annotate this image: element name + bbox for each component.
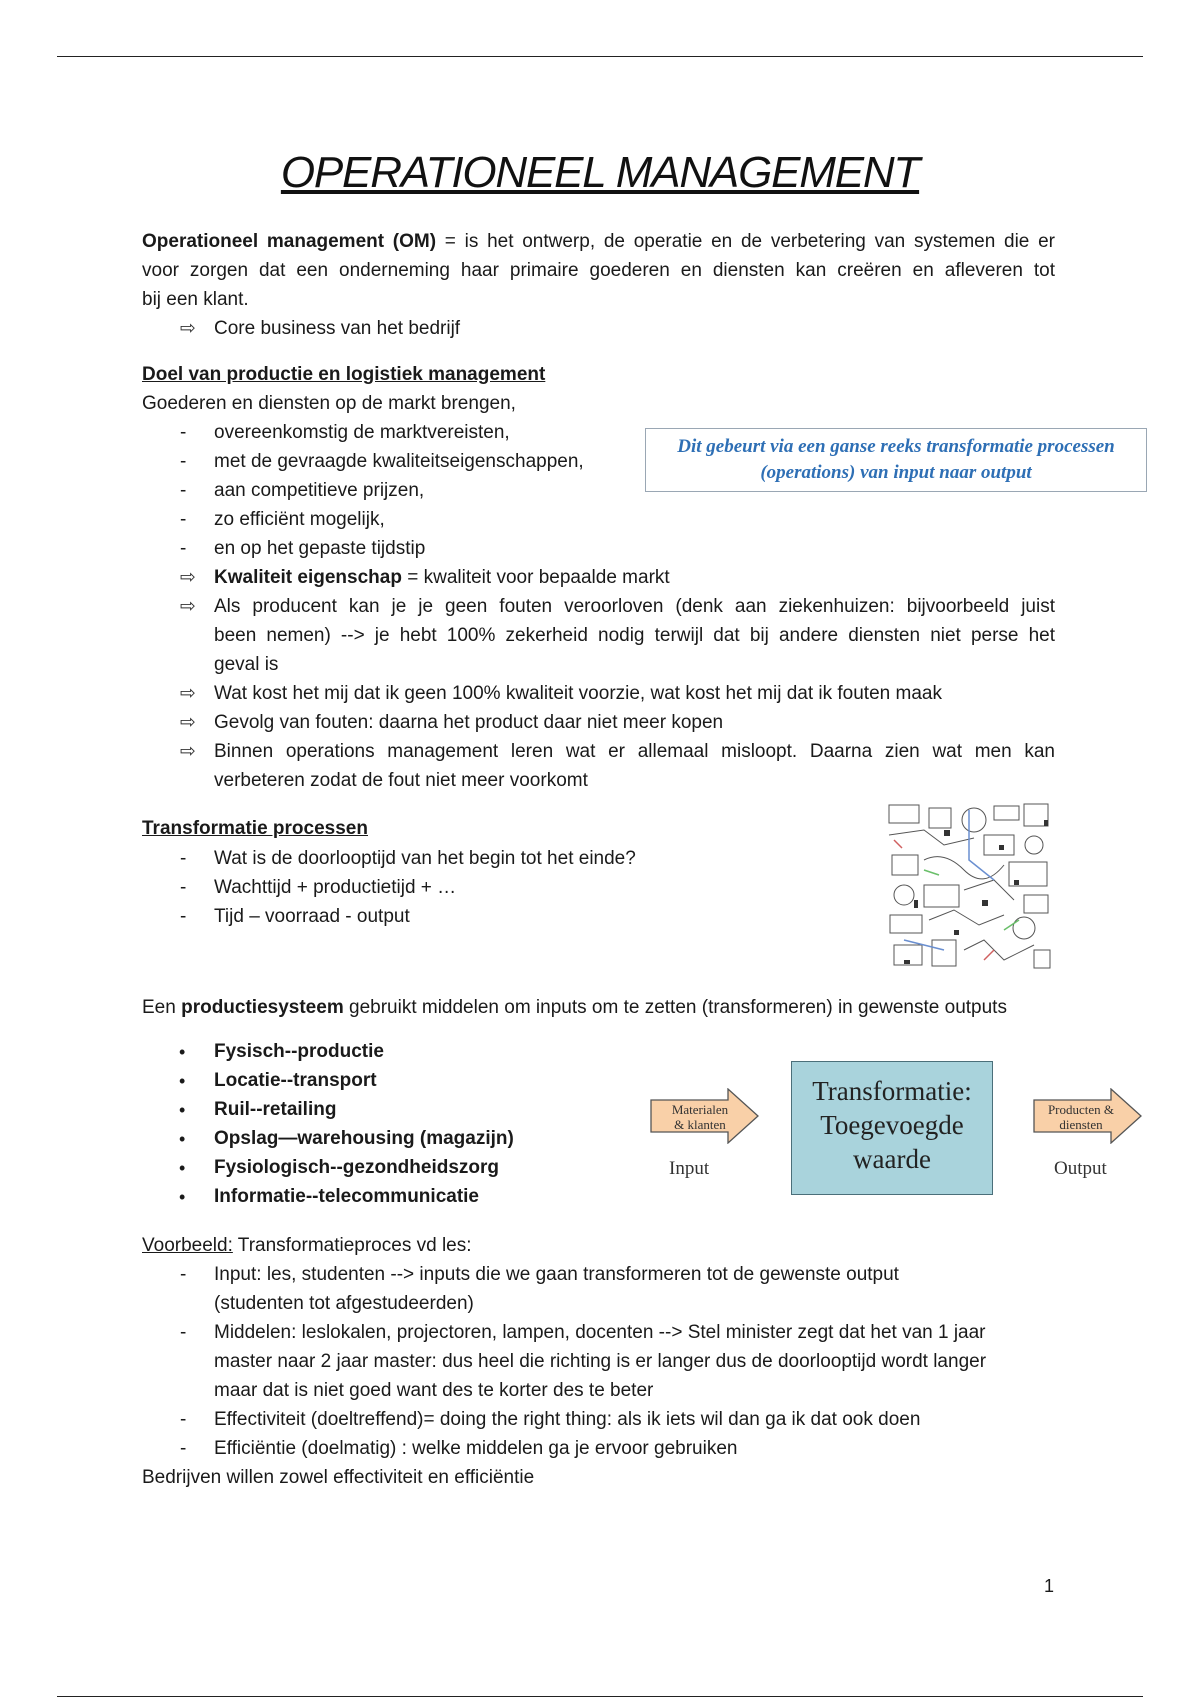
bullet-dot: • (179, 1042, 186, 1062)
arrow-bullet-icon: ⇨ (180, 741, 196, 762)
doel-lead: Goederen en diensten op de markt brengen, (142, 393, 516, 414)
list-item: en op het gepaste tijdstip (214, 538, 426, 559)
arrow-item-5-line-1: Binnen operations management leren wat er allemaal misloopt. Daarna zien wat men kan (214, 741, 1055, 762)
arrow-item-3: Wat kost het mij dat ik geen 100% kwaliteit voorzie, wat kost het mij dat ik fouten maak (214, 683, 942, 704)
voorbeeld-item-4: Efficiëntie (doelmatig) : welke middelen ga je ervoor gebruiken (214, 1438, 738, 1459)
arrow-bullet-icon: ⇨ (180, 683, 196, 704)
list-item: met de gevraagde kwaliteitseigenschappen, (214, 451, 584, 472)
callout-line-2: (operations) van input naar output (760, 462, 1032, 483)
list-item: Fysisch--productie (214, 1041, 384, 1062)
page-title: OPERATIONEEL MANAGEMENT (280, 148, 920, 197)
arrow-item-2-line-1: Als producent kan je je geen fouten veroorloven (denk aan ziekenhuizen: bijvoorbeeld juist (214, 596, 1055, 617)
list-item: Wat is de doorlooptijd van het begin tot het einde? (214, 848, 636, 869)
arrow-item-2-line-2: been nemen) --> je hebt 100% zekerheid nodig terwijl dat bij andere diensten niet perse het (214, 625, 1055, 646)
output-arrow-text-2: diensten (1059, 1117, 1103, 1132)
dash-bullet: - (180, 451, 187, 472)
voorbeeld-title: Transformatieproces vd les: (232, 1235, 472, 1256)
dash-bullet: - (180, 877, 187, 898)
intro-definition: = is het ontwerp, de operatie en de verbetering van systemen die er (436, 231, 1055, 252)
voorbeeld-item-3: Effectiviteit (doeltreffend)= doing the right thing: als ik iets wil dan ga ik dat ook doen (214, 1409, 921, 1430)
arrow-item-2-line-3: geval is (214, 654, 279, 675)
bullet-dot: • (179, 1158, 186, 1178)
dash-bullet: - (180, 1438, 187, 1459)
output-arrow-label (1036, 1102, 1126, 1132)
voorbeeld-item-2-line-3: maar dat is niet goed want des te korter des te beter (214, 1380, 654, 1401)
list-item: Opslag—warehousing (magazijn) (214, 1128, 514, 1149)
dash-bullet: - (180, 509, 187, 530)
dash-bullet: - (180, 848, 187, 869)
arrow-bullet-icon: ⇨ (180, 712, 196, 733)
list-item: aan competitieve prijzen, (214, 480, 425, 501)
intro-suffix: gebruikt middelen om inputs om te zetten (transformeren) in gewenste outputs (343, 997, 1007, 1018)
list-item: Locatie--transport (214, 1070, 377, 1091)
intro-line-1 (142, 229, 1055, 255)
list-item: zo efficiënt mogelijk, (214, 509, 385, 530)
dash-bullet: - (180, 422, 187, 443)
header-rule (57, 56, 1143, 57)
bullet-dot: • (179, 1129, 186, 1149)
arrow-item-4: Gevolg van fouten: daarna het product daar niet meer kopen (214, 712, 724, 733)
list-item: overeenkomstig de marktvereisten, (214, 422, 510, 443)
list-item: Informatie--telecommunicatie (214, 1186, 479, 1207)
list-item: Ruil--retailing (214, 1099, 337, 1120)
voorbeeld-item-1-line-2: (studenten tot afgestudeerden) (214, 1293, 474, 1314)
arrow-bullet-icon: ⇨ (180, 596, 196, 617)
bullet-dot: • (179, 1100, 186, 1120)
page-number: 1 (1044, 1576, 1055, 1596)
intro-line-2: voor zorgen dat een onderneming haar primaire goederen en diensten kan creëren en afleveren tot (142, 260, 1055, 281)
process-collage-image (884, 800, 1054, 975)
input-label: Input (669, 1158, 710, 1179)
arrow-item-1 (214, 565, 670, 591)
transformation-box-line-1: Transformatie: (812, 1076, 972, 1106)
arrow-item-1-term: Kwaliteit eigenschap (214, 567, 402, 588)
list-item: Tijd – voorraad - output (214, 906, 410, 927)
dash-bullet: - (180, 1322, 187, 1343)
dash-bullet: - (180, 480, 187, 501)
output-label: Output (1054, 1158, 1107, 1179)
voorbeeld-closing: Bedrijven willen zowel effectiviteit en efficiëntie (142, 1467, 535, 1488)
transformation-box (791, 1061, 993, 1195)
input-arrow-text-1: Materialen (671, 1102, 729, 1117)
bullet-dot: • (179, 1187, 186, 1207)
dash-bullet: - (180, 1409, 187, 1430)
voorbeeld-item-2-line-2: master naar 2 jaar master: dus heel die richting is er langer dus de doorlooptijd wordt langer (214, 1351, 987, 1372)
intro-prefix: Een (142, 997, 182, 1018)
intro-line-3: bij een klant. (142, 289, 249, 310)
voorbeeld-item-1-line-1: Input: les, studenten --> inputs die we gaan transformeren tot de gewenste output (214, 1264, 899, 1285)
arrow-bullet-icon: ⇨ (180, 567, 196, 588)
voorbeeld-label: Voorbeeld: (142, 1235, 233, 1256)
transformation-box-line-2: Toegevoegde (820, 1110, 964, 1140)
doel-heading: Doel van productie en logistiek management (142, 364, 546, 385)
output-arrow-text-1: Producten & (1047, 1102, 1115, 1117)
input-arrow-label (654, 1102, 746, 1132)
transformation-box-line-3: waarde (853, 1144, 931, 1174)
input-arrow-text-2: & klanten (674, 1117, 726, 1132)
intro-term: Operationeel management (OM) (142, 231, 437, 252)
dash-bullet: - (180, 906, 187, 927)
arrow-item-5-line-2: verbeteren zodat de fout niet meer voorkomt (214, 770, 588, 791)
list-item: Fysiologisch--gezondheidszorg (214, 1157, 500, 1178)
intro-arrow-item: Core business van het bedrijf (214, 318, 461, 339)
callout-line-1: Dit gebeurt via een ganse reeks transformatie processen (677, 436, 1115, 457)
callout-box (645, 428, 1147, 492)
dash-bullet: - (180, 1264, 187, 1285)
transformatie-heading: Transformatie processen (142, 818, 368, 839)
list-item: Wachttijd + productietijd + … (214, 877, 457, 898)
voorbeeld-heading (142, 1233, 472, 1259)
dash-bullet: - (180, 538, 187, 559)
voorbeeld-item-2-line-1: Middelen: leslokalen, projectoren, lampen, docenten --> Stel minister zegt dat het van 1 jaar (214, 1322, 986, 1343)
bullet-dot: • (179, 1071, 186, 1091)
footer-rule (57, 1696, 1143, 1697)
productiesysteem-term: productiesysteem (181, 997, 344, 1018)
productiesysteem-intro (142, 995, 1007, 1021)
arrow-bullet-icon: ⇨ (180, 318, 196, 339)
arrow-item-1-text: = kwaliteit voor bepaalde markt (401, 567, 670, 588)
